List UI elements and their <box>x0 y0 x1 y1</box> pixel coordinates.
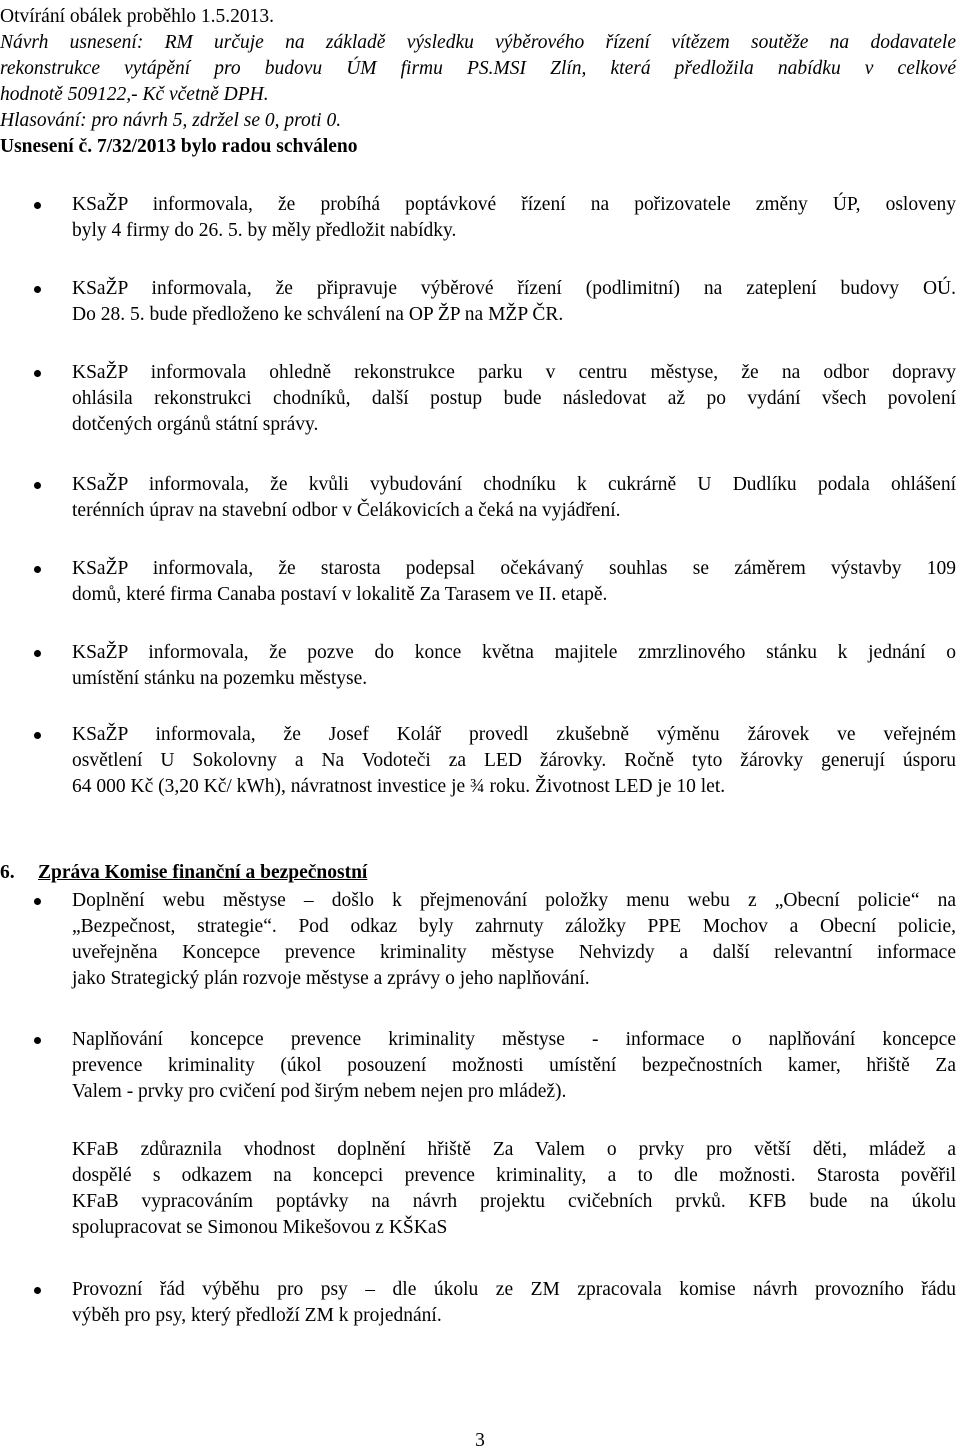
section-number: 6. <box>0 862 15 883</box>
text-line: KSaŽP informovala, že připravuje výběrové řízení (podlimitní) na zateplení budovy OÚ. <box>72 278 956 299</box>
list-item-text <box>72 556 956 608</box>
text-line: KSaŽP informovala, že kvůli vybudování chodníku k cukrárně U Dudlíku podala ohlášení <box>72 474 956 495</box>
list-item-text <box>72 276 956 328</box>
text-line: „Bezpečnost, strategie“. Pod odkaz byly zahrnuty záložky PPE Mochov a Obecní policie, <box>72 916 956 937</box>
text-line: KSaŽP informovala, že probíhá poptávkové řízení na pořizovatele změny ÚP, osloveny <box>72 194 956 215</box>
list-item-text <box>72 888 956 992</box>
bullet-icon <box>34 1037 41 1044</box>
text-line: umístění stánku na pozemku městyse. <box>72 668 368 689</box>
intro-line: Otvírání obálek proběhlo 1.5.2013. <box>0 6 275 27</box>
list-item-text <box>72 360 956 438</box>
text-line: 64 000 Kč (3,20 Kč/ kWh), návratnost investice je ¾ roku. Životnost LED je 10 let. <box>72 776 726 797</box>
text-line: KSaŽP informovala, že Josef Kolář provedl zkušebně výměnu žárovek ve veřejném <box>72 724 956 745</box>
section-title: Zpráva Komise finanční a bezpečnostní <box>38 862 368 883</box>
list-item-text <box>72 640 956 692</box>
motion-line: hodnotě 509122,- Kč včetně DPH. <box>0 84 269 105</box>
text-line: KSaŽP informovala, že starosta podepsal očekávaný souhlas se záměrem výstavby 109 <box>72 558 956 579</box>
paragraph-text <box>72 1137 956 1241</box>
text-line: KSaŽP informovala, že pozve do konce května majitele zmrzlinového stánku k jednání o <box>72 642 956 663</box>
text-line: výběh pro psy, který předloží ZM k projednání. <box>72 1305 442 1326</box>
bullet-icon <box>34 286 41 293</box>
bullet-icon <box>34 898 41 905</box>
text-line: osvětlení U Sokolovny a Na Vodoteči za LED žárovky. Ročně tyto žárovky generují úsporu <box>72 750 956 771</box>
text-line: uveřejněna Koncepce prevence kriminality městyse Nehvizdy a další relevantní informace <box>72 942 956 963</box>
motion-line: Návrh usnesení: RM určuje na základě výsledku výběrového řízení vítězem soutěže na dodavatele <box>0 32 956 53</box>
bullet-icon <box>34 202 41 209</box>
text-line: terénních úprav na stavební odbor v Čelákovicích a čeká na vyjádření. <box>72 500 621 521</box>
text-line: Naplňování koncepce prevence kriminality městyse - informace o naplňování koncepce <box>72 1029 956 1050</box>
section-heading <box>0 860 956 886</box>
bullet-icon <box>34 566 41 573</box>
text-line: dotčených orgánů státní správy. <box>72 414 319 435</box>
bullet-icon <box>34 650 41 657</box>
vote-line: Hlasování: pro návrh 5, zdržel se 0, proti 0. <box>0 110 342 131</box>
bullet-icon <box>34 1287 41 1294</box>
intro-block <box>0 4 956 160</box>
list-item-text <box>72 192 956 244</box>
list-item-text <box>72 1027 956 1105</box>
text-line: prevence kriminality (úkol posouzení možnosti umístění bezpečnostních kamer, hřiště Za <box>72 1055 956 1076</box>
text-line: KFaB vypracováním poptávky na návrh projektu cvičebních prvků. KFB bude na úkolu <box>72 1191 956 1212</box>
text-line: Doplnění webu městyse – došlo k přejmenování položky menu webu z „Obecní policie“ na <box>72 890 956 911</box>
text-line: KSaŽP informovala ohledně rekonstrukce parku v centru městyse, že na odbor dopravy <box>72 362 956 383</box>
list-item-text <box>72 722 956 800</box>
list-item-text <box>72 1277 956 1329</box>
text-line: KFaB zdůraznila vhodnost doplnění hřiště Za Valem o prvky pro větší děti, mládež a <box>72 1139 956 1160</box>
resolution-line: Usnesení č. 7/32/2013 bylo radou schváleno <box>0 136 358 157</box>
text-line: ohlásila rekonstrukci chodníků, další postup bude následovat až po vydání všech povolení <box>72 388 956 409</box>
list-item-text <box>72 472 956 524</box>
text-line: domů, které firma Canaba postaví v lokalitě Za Tarasem ve II. etapě. <box>72 584 608 605</box>
bullet-icon <box>34 370 41 377</box>
text-line: byly 4 firmy do 26. 5. by měly předložit nabídky. <box>72 220 457 241</box>
motion-line: rekonstrukce vytápění pro budovu ÚM firmu PS.MSI Zlín, která předložila nabídku v celkové <box>0 58 956 79</box>
text-line: Valem - prvky pro cvičení pod širým nebem nejen pro mládež). <box>72 1081 567 1102</box>
bullet-icon <box>34 482 41 489</box>
text-line: Provozní řád výběhu pro psy – dle úkolu ze ZM zpracovala komise návrh provozního řádu <box>72 1279 956 1300</box>
text-line: jako Strategický plán rozvoje městyse a zprávy o jeho naplňování. <box>72 968 590 989</box>
text-line: Do 28. 5. bude předloženo ke schválení na OP ŽP na MŽP ČR. <box>72 304 564 325</box>
text-line: spolupracovat se Simonou Mikešovou z KŠKaS <box>72 1217 448 1238</box>
page-number: 3 <box>475 1430 485 1451</box>
bullet-icon <box>34 732 41 739</box>
text-line: dospělé s odkazem na koncepci prevence kriminality, a to dle možnosti. Starosta pověřil <box>72 1165 956 1186</box>
